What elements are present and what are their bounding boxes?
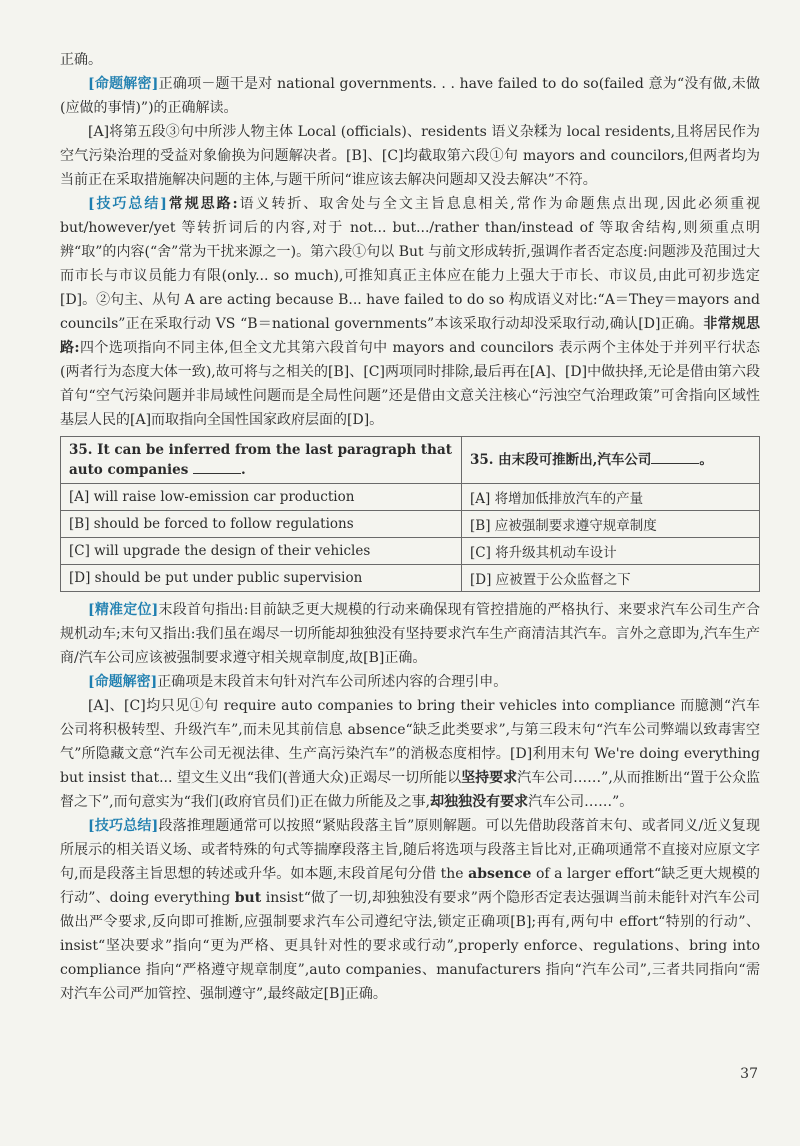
page-content <box>60 48 760 1006</box>
jiqiao-label-bottom: [技巧总结] <box>88 818 159 834</box>
answer-blank-zh <box>651 451 699 464</box>
mingti-paragraph-bottom: [命题解密]正确项是末段首末句针对汽车公司所述内容的合理引申。 <box>88 674 508 690</box>
mingti-paragraph-top: [命题解密]正确项－题干是对 national governments. . . have failed to do so(failed 意为“没有做,未做(应做的事情)”)的正确解读。 <box>60 76 761 116</box>
answer-blank-en <box>193 461 241 474</box>
dingwei-label: [精准定位] <box>88 602 159 618</box>
mingti-label-bottom: [命题解密] <box>88 674 158 690</box>
question-table <box>60 436 760 592</box>
option-row <box>61 511 760 538</box>
option-row <box>61 538 760 565</box>
option-c-zh: [C] 将升级其机动车设计 <box>462 538 760 565</box>
intro-line: 正确。 <box>60 52 102 68</box>
option-row <box>61 565 760 592</box>
jiqiao-paragraph-bottom: [技巧总结]段落推理题通常可以按照“紧贴段落主旨”原则解题。可以先借助段落首末句、或者同义/近义复现所展示的相关语义场、或者特殊的句式等揣摩段落主旨,随后将选项与段落主旨比对,正确项通常不直接对应原文字句,而是段落主旨思想的转述或升华。如本题,末段首尾句分借 the absence of a larger effort“缺乏更大规模的行动”、doing everything but insist“做了一切,却独独没有要求”两个隐形否定表达强调当前未能针对汽车公司做出严令要求,反向即可推断,应强制要求汽车公司遵纪守法,锁定正确项[B];再有,两句中 effort“特别的行动”、insist“坚决要求”指向“更为严格、更具针对性的要求或行动”,properly enforce、regulations、bring into compliance 指向“严格遵守规章制度”,auto companies、manufacturers 指向“汽车公司”,三者共同指向“需对汽车公司严加管控、强制遵守”,最终敲定[B]正确。 <box>60 818 761 1002</box>
jiqiao-label-top: [技巧总结] <box>88 196 167 212</box>
option-c-en: [C] will upgrade the design of their vehicles <box>61 538 462 565</box>
question-stem-en: 35. It can be inferred from the last paragraph that auto companies . <box>61 437 462 484</box>
option-d-en: [D] should be put under public supervision <box>61 565 462 592</box>
jiqiao-paragraph-top: [技巧总结]常规思路:语义转折、取舍处与全文主旨息息相关,常作为命题焦点出现,因此必须重视 but/however/yet 等转折词后的内容,对于 not... but.../rather than/instead of 等取舍结构,则须重点明辨“取”的内容(“舍”常为干扰来源之一)。第六段①句以 But 与前文形成转折,强调作者否定态度:问题涉及范围过大而市长与市议员能力有限(only... so much),可推知真正主体应在能力上强大于市长、市议员,由此可初步选定[D]。②句主、从句 A are acting because B... have failed to do so 构成语义对比:“A＝They＝mayors and councils”正在采取行动 VS “B＝national governments”本该采取行动却没采取行动,确认[D]正确。非常规思路:四个选项指向不同主体,但全文尤其第六段首句中 mayors and councilors 表示两个主体处于并列平行状态(两者行为态度大体一致),故可将与之相关的[B]、[C]两项同时排除,最后再在[A]、[D]中做抉择,无论是借由第六段首句“空气污染问题并非局域性问题而是全局性问题”还是借由文意关注核心“污浊空气治理政策”可舍指向区域性基层人民的[A]而取指向全国性国家政府层面的[D]。 <box>60 196 760 428</box>
option-a-en: [A] will raise low-emission car production <box>61 484 462 511</box>
option-row <box>61 484 760 511</box>
option-analysis-top: [A]将第五段③句中所涉人物主体 Local (officials)、residents 语义杂糅为 local residents,且将居民作为空气污染治理的受益对象偷换为问题解决者。[B]、[C]均截取第六段①句 mayors and councilors,但两者均为当前正在采取措施解决问题的主体,与题干所问“谁应该去解决问题却又没去解决”不符。 <box>60 124 760 188</box>
option-b-zh: [B] 应被强制要求遵守规章制度 <box>462 511 760 538</box>
option-d-zh: [D] 应被置于公众监督之下 <box>462 565 760 592</box>
mingti-label-top: [命题解密] <box>88 76 159 92</box>
page-number: 37 <box>740 1066 758 1082</box>
option-analysis-bottom: [A]、[C]均只见①句 require auto companies to bring their vehicles into compliance 而臆测“汽车公司将积极转型、升级汽车”,而未见其前信息 absence“缺乏此类要求”,与第三段末句“汽车公司弊端以致毒害空气”所隐藏文意“汽车公司无视法律、生产高污染汽车”的消极态度相悖。[D]利用末句 We're doing everything but insist that... 望文生义出“我们(普通大众)正竭尽一切所能以坚持要求汽车公司……”,从而推断出“置于公众监督之下”,而句意实为“我们(政府官员们)正在做力所能及之事,却独独没有要求汽车公司……”。 <box>60 698 761 810</box>
question-header-row <box>61 437 760 484</box>
dingwei-paragraph: [精准定位]末段首句指出:目前缺乏更大规模的行动来确保现有管控措施的严格执行、来要求汽车公司生产合规机动车;末句又指出:我们虽在竭尽一切所能却独独没有坚持要求汽车生产商清洁其汽车。言外之意即为,汽车生产商/汽车公司应该被强制要求遵守相关规章制度,故[B]正确。 <box>60 602 760 666</box>
option-a-zh: [A] 将增加低排放汽车的产量 <box>462 484 760 511</box>
option-b-en: [B] should be forced to follow regulations <box>61 511 462 538</box>
question-stem-zh: 35. 由末段可推断出,汽车公司 。 <box>462 437 760 484</box>
